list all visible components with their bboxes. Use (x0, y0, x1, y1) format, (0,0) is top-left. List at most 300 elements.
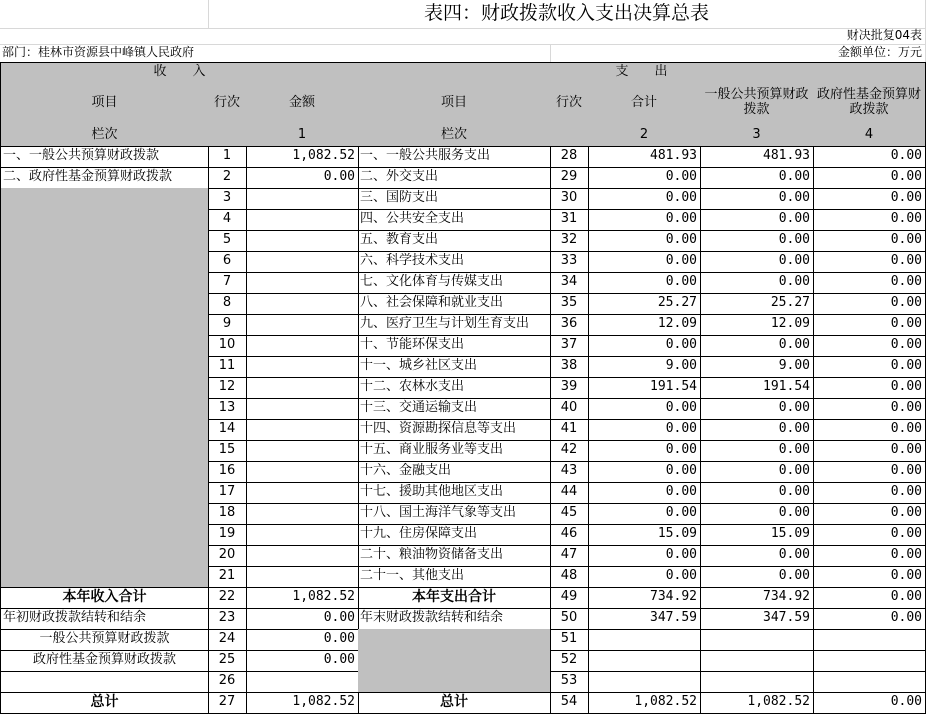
expense-total-cell-text: 0.00 (665, 274, 697, 290)
expense-item-cell-text: 六、科学技术支出 (360, 253, 465, 269)
expense-gov-fund-cell (813, 209, 926, 231)
expense-gov-fund-cell-text: 0.00 (890, 442, 922, 458)
header-income-item (0, 82, 209, 125)
expense-general-budget-cell (700, 293, 814, 315)
expense-total-cell-text: 12.09 (657, 316, 697, 332)
income-item-cell-text: 政府性基金预算财政拨款 (32, 652, 176, 668)
income-item-cell (0, 398, 209, 420)
expense-total-cell-text: 25.27 (657, 295, 697, 311)
form-number-text: 财决批复04表 (846, 28, 922, 43)
expense-item-cell-text: 十七、援助其他地区支出 (360, 484, 504, 500)
expense-general-budget-cell (700, 314, 814, 336)
expense-general-budget-cell (700, 629, 814, 651)
expense-gov-fund-cell (813, 251, 926, 273)
expense-line-cell (550, 692, 589, 714)
expense-general-budget-cell (700, 209, 814, 231)
expense-total-cell (588, 314, 701, 336)
expense-general-budget-cell (700, 440, 814, 462)
expense-total-cell-text: 15.09 (657, 526, 697, 542)
expense-general-budget-cell-text: 347.59 (763, 610, 810, 626)
income-line-cell (208, 587, 247, 609)
header-total-text: 合计 (630, 94, 657, 110)
expense-line-cell-text: 30 (560, 190, 578, 206)
expense-line-cell (550, 419, 589, 441)
expense-total-cell (588, 293, 701, 315)
expense-general-budget-cell (700, 692, 814, 714)
expense-total-cell-text: 0.00 (665, 400, 697, 416)
income-amount-cell (246, 377, 359, 399)
expense-item-cell (358, 314, 551, 336)
expense-gov-fund-cell (813, 272, 926, 294)
income-line-cell-text: 21 (218, 568, 236, 584)
income-amount-cell (246, 314, 359, 336)
expense-general-budget-cell-text: 0.00 (778, 442, 810, 458)
expense-general-budget-cell-text: 0.00 (778, 169, 810, 185)
expense-total-cell (588, 251, 701, 273)
expense-total-cell (588, 377, 701, 399)
income-item-cell (0, 272, 209, 294)
income-amount-cell (246, 230, 359, 252)
expense-total-cell-text: 0.00 (665, 484, 697, 500)
expense-general-budget-cell (700, 482, 814, 504)
expense-item-cell (358, 251, 551, 273)
expense-line-cell-text: 32 (560, 232, 578, 248)
expense-gov-fund-cell-text: 0.00 (890, 274, 922, 290)
expense-item-cell (358, 146, 551, 168)
income-line-cell-text: 5 (222, 232, 232, 248)
expense-item-cell (358, 209, 551, 231)
income-amount-cell (246, 587, 359, 609)
expense-total-cell-text: 0.00 (665, 211, 697, 227)
expense-total-cell (588, 230, 701, 252)
income-item-cell (0, 146, 209, 168)
income-line-cell (208, 188, 247, 210)
expense-total-cell-text: 0.00 (665, 232, 697, 248)
income-amount-cell (246, 398, 359, 420)
income-item-cell (0, 482, 209, 504)
expense-total-cell-text: 191.54 (650, 379, 697, 395)
expense-total-cell-text: 1,082.52 (634, 694, 697, 710)
expense-total-cell-text: 0.00 (665, 337, 697, 353)
expense-gov-fund-cell-text: 0.00 (890, 694, 922, 710)
expense-gov-fund-cell (813, 188, 926, 210)
expense-total-cell (588, 461, 701, 483)
expense-total-cell-text: 481.93 (650, 148, 697, 164)
income-amount-cell (246, 608, 359, 630)
expense-gov-fund-cell (813, 293, 926, 315)
department-label-text: 部门：桂林市资源县中峰镇人民政府 (2, 45, 195, 60)
expense-line-cell (550, 146, 589, 168)
expense-line-cell-text: 35 (560, 295, 578, 311)
income-line-cell-text: 17 (218, 484, 236, 500)
expense-item-cell-text: 十六、金融支出 (360, 463, 452, 479)
expense-total-cell (588, 209, 701, 231)
income-line-cell (208, 209, 247, 231)
expense-line-cell (550, 671, 589, 693)
expense-general-budget-cell-text: 481.93 (763, 148, 810, 164)
expense-gov-fund-cell (813, 503, 926, 525)
expense-total-cell (588, 587, 701, 609)
expense-general-budget-cell (700, 650, 814, 672)
expense-general-budget-cell-text: 15.09 (770, 526, 810, 542)
expense-item-cell (358, 335, 551, 357)
expense-item-cell-text: 十八、国土海洋气象等支出 (360, 505, 517, 521)
income-line-cell (208, 629, 247, 651)
income-line-cell (208, 692, 247, 714)
expense-gov-fund-cell (813, 167, 926, 189)
header-income-amount-text: 金额 (288, 94, 315, 110)
expense-total-cell (588, 335, 701, 357)
expense-total-cell (588, 629, 701, 651)
income-line-cell (208, 482, 247, 504)
expense-gov-fund-cell-text: 0.00 (890, 400, 922, 416)
income-amount-cell (246, 566, 359, 588)
expense-item-cell-text: 八、社会保障和就业支出 (360, 295, 504, 311)
expense-line-cell (550, 293, 589, 315)
expense-item-cell-text: 二十、粮油物资储备支出 (360, 547, 504, 563)
expense-total-cell (588, 356, 701, 378)
expense-total-cell (588, 167, 701, 189)
expense-total-cell (588, 440, 701, 462)
income-item-cell (0, 251, 209, 273)
income-item-cell (0, 293, 209, 315)
expense-total-cell (588, 692, 701, 714)
expense-item-cell-text: 本年支出合计 (412, 589, 496, 606)
expense-item-cell-text: 十四、资源勘探信息等支出 (360, 421, 517, 437)
expense-general-budget-cell-text: 734.92 (763, 589, 810, 605)
expense-line-cell (550, 608, 589, 630)
expense-line-cell (550, 167, 589, 189)
income-line-cell-text: 24 (218, 631, 236, 647)
expense-item-cell (358, 671, 551, 693)
expense-general-budget-cell-text: 0.00 (778, 547, 810, 563)
income-amount-cell (246, 440, 359, 462)
income-item-cell (0, 692, 209, 714)
income-line-cell (208, 524, 247, 546)
expense-gov-fund-cell-text: 0.00 (890, 484, 922, 500)
expense-total-cell-text: 0.00 (665, 169, 697, 185)
col-label-2 (358, 124, 551, 147)
unit-label-text: 金额单位：万元 (837, 45, 922, 60)
income-item-cell-text: 本年收入合计 (62, 589, 147, 606)
header-gov-fund-text: 政府性基金预算财政拨款 (816, 87, 921, 117)
income-amount-cell (246, 503, 359, 525)
expense-item-cell-text: 年末财政拨款结转和结余 (360, 610, 504, 626)
expense-general-budget-cell-text: 0.00 (778, 421, 810, 437)
expense-line-cell-text: 37 (560, 337, 578, 353)
income-line-cell (208, 377, 247, 399)
expense-item-cell (358, 356, 551, 378)
expense-item-cell-text: 二、外交支出 (360, 169, 439, 185)
header-expense-item (358, 82, 551, 125)
income-amount-cell (246, 251, 359, 273)
income-item-cell (0, 377, 209, 399)
expense-line-cell (550, 398, 589, 420)
expense-general-budget-cell (700, 251, 814, 273)
expense-line-cell-text: 50 (560, 610, 578, 626)
header-expense-item-text: 项目 (440, 94, 467, 110)
income-item-cell (0, 545, 209, 567)
expense-line-cell (550, 440, 589, 462)
income-item-cell (0, 503, 209, 525)
col-label-1 (0, 124, 209, 147)
expense-general-budget-cell-text: 0.00 (778, 190, 810, 206)
income-line-cell-text: 18 (218, 505, 236, 521)
expense-gov-fund-cell-text: 0.00 (890, 568, 922, 584)
expense-line-cell-text: 39 (560, 379, 578, 395)
expense-total-cell (588, 272, 701, 294)
col-num-4-text: 4 (864, 126, 874, 142)
income-line-cell-text: 4 (222, 211, 232, 227)
expense-general-budget-cell (700, 167, 814, 189)
expense-gov-fund-cell (813, 419, 926, 441)
expense-gov-fund-cell (813, 440, 926, 462)
expense-item-cell-text: 二十一、其他支出 (360, 568, 465, 584)
income-line-cell-text: 6 (222, 253, 232, 269)
income-line-cell-text: 12 (218, 379, 236, 395)
expense-item-cell (358, 461, 551, 483)
income-amount-cell (246, 671, 359, 693)
expense-general-budget-cell-text: 0.00 (778, 400, 810, 416)
expense-item-cell (358, 608, 551, 630)
expense-general-budget-cell (700, 272, 814, 294)
expense-gov-fund-cell-text: 0.00 (890, 463, 922, 479)
expense-gov-fund-cell-text: 0.00 (890, 169, 922, 185)
expense-general-budget-cell (700, 503, 814, 525)
income-line-cell-text: 22 (218, 589, 236, 605)
col-num-1 (246, 124, 359, 147)
income-amount-cell (246, 356, 359, 378)
expense-item-cell (358, 629, 551, 651)
income-item-cell (0, 440, 209, 462)
income-line-cell (208, 650, 247, 672)
expense-line-cell-text: 48 (560, 568, 578, 584)
expense-item-cell-text: 总计 (440, 694, 468, 711)
income-line-cell-text: 14 (218, 421, 236, 437)
income-amount-cell-text: 0.00 (323, 169, 355, 185)
income-item-cell (0, 650, 209, 672)
expense-total-cell-text: 0.00 (665, 463, 697, 479)
blank-cell (0, 0, 209, 29)
income-line-cell-text: 15 (218, 442, 236, 458)
income-amount-cell (246, 167, 359, 189)
expense-item-cell (358, 398, 551, 420)
form-number (0, 28, 926, 45)
income-line-cell (208, 461, 247, 483)
expense-general-budget-cell-text: 0.00 (778, 253, 810, 269)
income-line-cell (208, 314, 247, 336)
expense-gov-fund-cell-text: 0.00 (890, 232, 922, 248)
income-line-cell (208, 146, 247, 168)
expense-total-cell-text: 347.59 (650, 610, 697, 626)
income-amount-cell-text: 1,082.52 (292, 148, 355, 164)
expense-line-cell (550, 524, 589, 546)
expense-general-budget-cell (700, 356, 814, 378)
expense-line-cell-text: 28 (560, 148, 578, 164)
col-num-3-text: 3 (752, 126, 761, 142)
expense-line-cell (550, 545, 589, 567)
expense-total-cell-text: 0.00 (665, 568, 697, 584)
expense-gov-fund-cell-text: 0.00 (890, 148, 922, 164)
expense-general-budget-cell-text: 9.00 (778, 358, 810, 374)
income-item-cell (0, 356, 209, 378)
income-amount-cell-text: 1,082.52 (292, 694, 355, 710)
income-amount-cell (246, 419, 359, 441)
income-line-cell (208, 608, 247, 630)
expense-gov-fund-cell-text: 0.00 (890, 379, 922, 395)
expense-gov-fund-cell-text: 0.00 (890, 190, 922, 206)
header-expense-line-text: 行次 (555, 94, 582, 110)
expense-line-cell-text: 29 (560, 169, 578, 185)
income-section-header (0, 62, 359, 83)
expense-line-cell (550, 587, 589, 609)
expense-line-cell (550, 503, 589, 525)
expense-line-cell-text: 41 (560, 421, 578, 437)
col-label-2-text: 栏次 (440, 126, 467, 142)
expense-gov-fund-cell (813, 146, 926, 168)
expense-line-cell-text: 42 (560, 442, 578, 458)
expense-gov-fund-cell (813, 692, 926, 714)
expense-line-cell (550, 629, 589, 651)
income-item-cell (0, 629, 209, 651)
expense-general-budget-cell (700, 608, 814, 630)
income-line-cell-text: 11 (218, 358, 236, 374)
expense-total-cell (588, 188, 701, 210)
income-line-cell (208, 356, 247, 378)
expense-general-budget-cell-text: 0.00 (778, 232, 810, 248)
expense-total-cell-text: 0.00 (665, 190, 697, 206)
expense-section-header-text: 支 出 (615, 64, 668, 80)
expense-gov-fund-cell (813, 356, 926, 378)
expense-item-cell (358, 692, 551, 714)
col-num-4 (813, 124, 926, 147)
expense-gov-fund-cell-text: 0.00 (890, 337, 922, 353)
col-num-2-text: 2 (639, 126, 649, 142)
expense-general-budget-cell-text: 1,082.52 (747, 694, 810, 710)
expense-general-budget-cell (700, 671, 814, 693)
income-line-cell-text: 25 (218, 652, 236, 668)
income-item-cell-text: 一、一般公共预算财政拨款 (3, 148, 160, 164)
expense-general-budget-cell-text: 0.00 (778, 463, 810, 479)
expense-item-cell-text: 十、节能环保支出 (360, 337, 465, 353)
income-line-cell-text: 10 (218, 337, 236, 353)
expense-item-cell-text: 十五、商业服务业等支出 (360, 442, 504, 458)
income-line-cell-text: 13 (218, 400, 236, 416)
expense-total-cell (588, 566, 701, 588)
expense-total-cell-text: 9.00 (665, 358, 697, 374)
expense-total-cell (588, 524, 701, 546)
header-expense-line (550, 82, 589, 125)
income-line-cell-text: 23 (218, 610, 236, 626)
expense-line-cell (550, 377, 589, 399)
income-line-cell-text: 26 (218, 673, 236, 689)
expense-section-header (358, 62, 926, 83)
expense-gov-fund-cell (813, 482, 926, 504)
header-total (588, 82, 701, 125)
expense-gov-fund-cell-text: 0.00 (890, 610, 922, 626)
expense-total-cell (588, 650, 701, 672)
expense-total-cell (588, 503, 701, 525)
expense-item-cell (358, 272, 551, 294)
expense-line-cell (550, 650, 589, 672)
expense-item-cell (358, 482, 551, 504)
expense-gov-fund-cell-text: 0.00 (890, 421, 922, 437)
income-line-cell (208, 545, 247, 567)
income-item-cell (0, 419, 209, 441)
expense-total-cell (588, 146, 701, 168)
expense-line-cell-text: 33 (560, 253, 578, 269)
income-item-cell-text: 二、政府性基金预算财政拨款 (3, 169, 173, 185)
expense-general-budget-cell (700, 587, 814, 609)
income-amount-cell (246, 545, 359, 567)
expense-general-budget-cell (700, 419, 814, 441)
expense-item-cell (358, 230, 551, 252)
expense-general-budget-cell-text: 0.00 (778, 484, 810, 500)
expense-line-cell-text: 36 (560, 316, 578, 332)
income-item-cell (0, 209, 209, 231)
expense-line-cell-text: 34 (560, 274, 578, 290)
expense-general-budget-cell-text: 191.54 (763, 379, 810, 395)
income-line-cell-text: 19 (218, 526, 236, 542)
expense-gov-fund-cell (813, 566, 926, 588)
expense-total-cell (588, 398, 701, 420)
income-amount-cell (246, 146, 359, 168)
expense-general-budget-cell-text: 0.00 (778, 505, 810, 521)
income-amount-cell (246, 335, 359, 357)
income-line-cell-text: 9 (222, 316, 232, 332)
expense-general-budget-cell (700, 545, 814, 567)
income-line-cell (208, 272, 247, 294)
expense-gov-fund-cell (813, 230, 926, 252)
income-item-cell (0, 566, 209, 588)
expense-gov-fund-cell (813, 629, 926, 651)
income-line-cell (208, 293, 247, 315)
expense-general-budget-cell (700, 524, 814, 546)
expense-item-cell-text: 九、医疗卫生与计划生育支出 (360, 316, 530, 332)
expense-line-cell-text: 45 (560, 505, 578, 521)
report-title (208, 0, 926, 29)
expense-gov-fund-cell (813, 671, 926, 693)
expense-gov-fund-cell (813, 650, 926, 672)
header-income-line (208, 82, 247, 125)
income-line-cell (208, 419, 247, 441)
expense-total-cell-text: 0.00 (665, 442, 697, 458)
expense-total-cell-text: 0.00 (665, 253, 697, 269)
expense-general-budget-cell (700, 398, 814, 420)
income-line-cell (208, 566, 247, 588)
expense-line-cell-text: 51 (560, 631, 578, 647)
header-gov-fund (813, 82, 926, 125)
expense-gov-fund-cell-text: 0.00 (890, 316, 922, 332)
income-item-cell (0, 167, 209, 189)
expense-line-cell-text: 52 (560, 652, 578, 668)
expense-general-budget-cell (700, 230, 814, 252)
income-amount-cell-text: 0.00 (323, 652, 355, 668)
expense-total-cell-text: 734.92 (650, 589, 697, 605)
expense-line-cell (550, 356, 589, 378)
expense-general-budget-cell (700, 377, 814, 399)
expense-gov-fund-cell-text: 0.00 (890, 505, 922, 521)
expense-line-cell (550, 272, 589, 294)
income-line-cell-text: 20 (218, 547, 236, 563)
expense-general-budget-cell-text: 0.00 (778, 337, 810, 353)
expense-line-cell-text: 49 (560, 589, 578, 605)
report-title-text: 表四：财政拨款收入支出决算总表 (423, 2, 709, 25)
expense-gov-fund-cell (813, 545, 926, 567)
income-amount-cell-text: 0.00 (323, 610, 355, 626)
expense-item-cell (358, 377, 551, 399)
expense-item-cell (358, 566, 551, 588)
